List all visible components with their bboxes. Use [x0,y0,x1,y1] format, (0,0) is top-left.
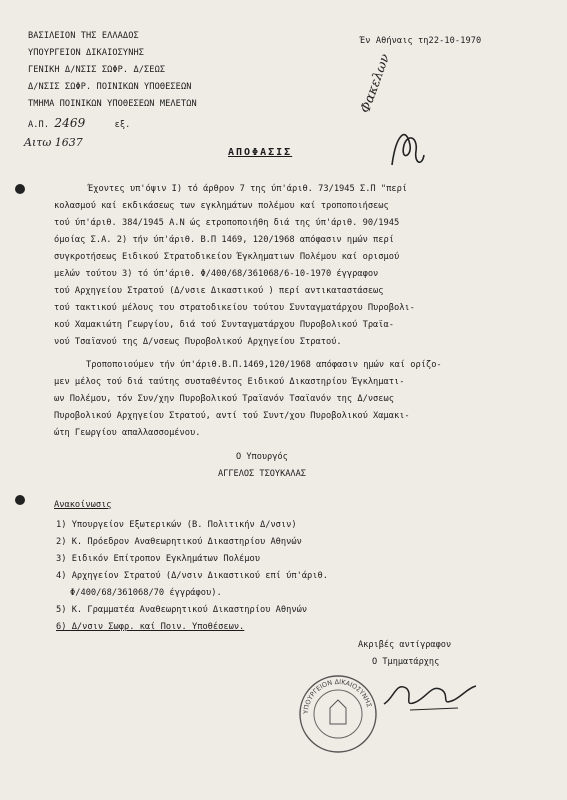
header-line: Δ/ΝΣΙΣ ΣΩΦΡ. ΠΟΙΝΙΚΩΝ ΥΠΟΘΕΣΕΩΝ [28,82,192,92]
document-title: ΑΠΟΦΑΣΙΣ [228,147,293,158]
distribution-item: 3) Ειδικόν Επίτροπον Εγκλημάτων Πολέμου [56,554,260,564]
body-line: ώτη Γεωργίου απαλλασσομένου. [54,428,201,438]
distribution-item: 1) Υπουργείον Εξωτερικών (Β. Πολιτικήν Δ/νσιν) [56,520,297,530]
body-line: τού ύπ'άριθ. 384/1945 Α.Ν ώς ετροποποιήθη διά της ύπ'άριθ. 90/1945 [54,218,400,228]
handwritten-note: Φακελων [358,52,394,116]
body-line: νού Τσαϊανού της Δ/νσεως Πυροβολικού Αρχηγείου Στρατού. [54,337,342,347]
signature-scribble-bottom [380,668,480,718]
body-line: κολασμού καί εκδικάσεως των εγκλημάτων πολέμου καί τροποποιήσεως [54,201,389,211]
stamp-text [302,678,373,715]
body-line: συγκροτήσεως Ειδικού Στρατοδικείου Έγκληματιων Πολέμου καί ορισμού [54,252,400,262]
body-line: μελών τούτου 3) τό ύπ'άριθ. Φ/400/68/361068/6-10-1970 έγγραφον [54,269,379,279]
distribution-item: 4) Αρχηγείον Στρατού (Δ/νσιν Δικαστικού επί ύπ'άριθ. [56,571,328,581]
distribution-item: Φ/400/68/361068/70 έγγράφου). [70,588,222,598]
header-line: ΓΕΝΙΚΗ Δ/ΝΣΙΣ ΣΩΦΡ. Δ/ΣΕΩΣ [28,65,166,75]
ref-suffix: εξ. [114,120,131,130]
body-line: Πυροβολικού Αρχηγείου Στρατού, αντί τού Συντ/χου Πυροβολικού Χαμακι- [54,411,410,421]
signature-scribble-top [386,115,426,175]
official-stamp [296,672,380,756]
body-line: Έχοντες υπ'όψιν Ι) τό άρθρον 7 της ύπ'άριθ. 73/1945 Σ.Π "περί [88,184,408,194]
ref-number: 2469 [54,116,86,130]
header-line: ΒΑΣΙΛΕΙΟΝ ΤΗΣ ΕΛΛΑΔΟΣ [28,31,139,41]
distribution-item: 6) Δ/νσιν Σωφρ. καί Ποιν. Υποθέσεων. [56,622,245,632]
ref-prefix: Α.Π. [28,120,50,130]
body-line: όμοίας Σ.Α. 2) τήν ύπ'άριθ. Β.Π 1469, 120/1968 απόφασιν ημών περί [54,235,394,245]
header-line: ΤΜΗΜΑ ΠΟΙΝΙΚΩΝ ΥΠΟΘΕΣΕΩΝ ΜΕΛΕΤΩΝ [28,99,197,109]
certified-copy-label: Ακριβές αντίγραφον [358,640,452,650]
document-date: Έν Αθήναις τη22-10-1970 [360,36,482,46]
body-line: Τροποποιούμεν τήν ύπ'άριθ.Β.Π.1469,120/1968 απόφασιν ημών καί ορίζο- [86,360,442,370]
body-line: τού Αρχηγείου Στρατού (Δ/νσιε Δικαστικού ) περί αντικαταστάσεως [54,286,384,296]
body-line: τού τακτικού μέλους του στρατοδικείου τούτου Συνταγματάρχου Πυροβολι- [54,303,415,313]
body-line: ων Πολέμου, τόν Συν/χην Πυροβολικού Τραϊανόν Τσαϊανόν της Δ/νσεως [54,394,394,404]
stamp-text-path: ΥΠΟΥΡΓΕΙΟΝ ΔΙΚΑΙΟΣΥΝΗΣ [301,677,374,715]
distribution-item: 2) Κ. Πρόεδρον Αναθεωρητικού Δικαστηρίου Αθηνών [56,537,302,547]
body-line: μεν μέλος τού διά ταύτης συσταθέντος Ειδικού Δικαστηρίου Έγκληματι- [54,377,405,387]
punch-hole [15,495,25,505]
distribution-item: 5) Κ. Γραμματέα Αναθεωρητικού Δικαστηρίου Αθηνών [56,605,308,615]
certifier-title: Ο Τμηματάρχης [372,657,440,667]
header-line: ΥΠΟΥΡΓΕΙΟΝ ΔΙΚΑΙΟΣΥΝΗΣ [28,48,145,58]
archive-note: Αιτω 1637 [24,136,83,149]
reference-number [28,116,130,130]
distribution-heading: Ανακοίνωσις [54,500,112,510]
minister-title: Ο Υπουργός [236,452,288,462]
punch-hole [15,184,25,194]
body-line: κού Χαμακιώτη Γεωργίου, διά τού Συνταγματάρχου Πυροβολικού Τραϊα- [54,320,394,330]
minister-name: ΑΓΓΕΛΟΣ ΤΣΟΥΚΑΛΑΣ [218,469,306,479]
